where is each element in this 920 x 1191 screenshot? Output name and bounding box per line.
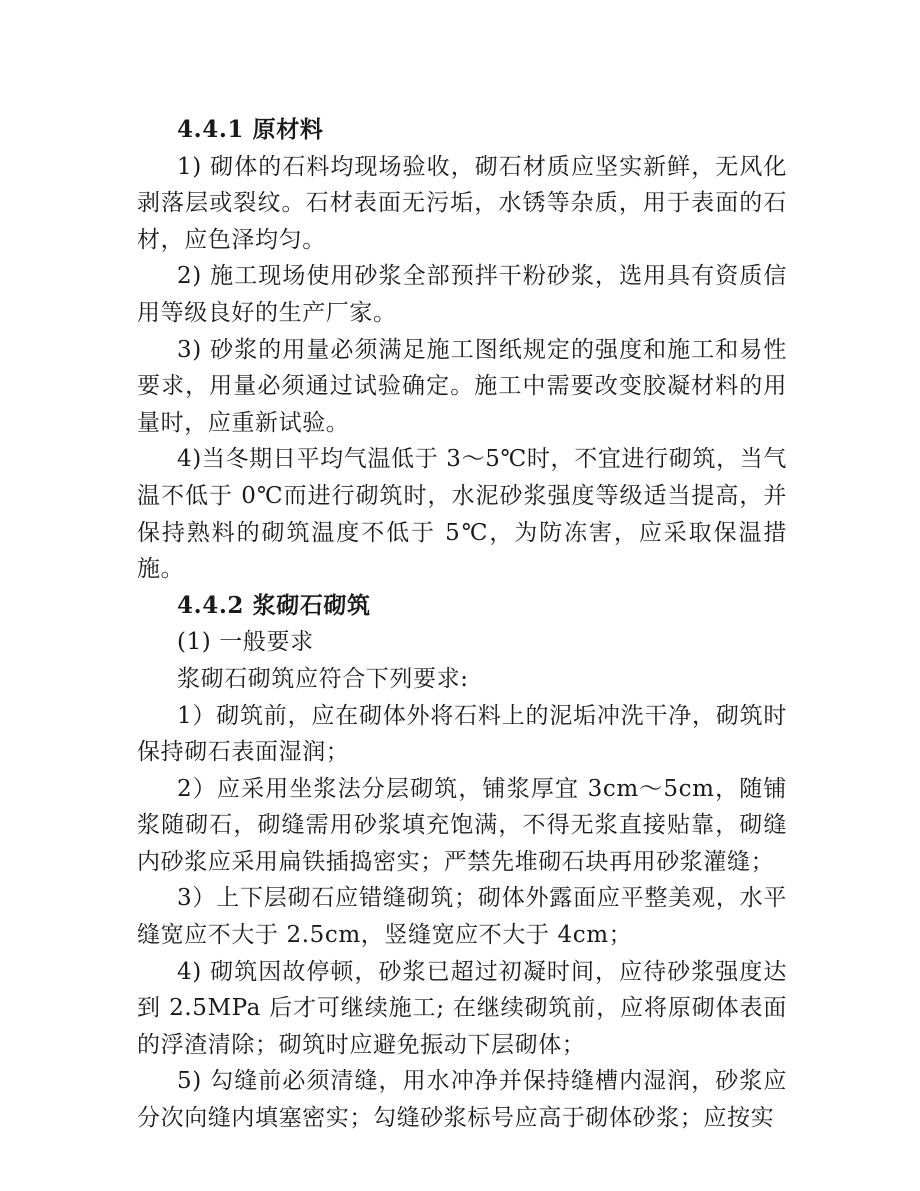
paragraph-requirement-4: 4) 砌筑因故停顿，砂浆已超过初凝时间，应待砂浆强度达到 2.5MPa 后才可继续施工; 在继续砌筑前，应将原砌体表面的浮渣清除；砌筑时应避免振动下层砌体； [137,958,787,1058]
section-heading-raw-materials: 4.4.1 原材料 [177,116,324,143]
paragraph-general-requirements: (1) 一般要求 [177,629,314,656]
paragraph-winter-construction: 4)当冬期日平均气温低于 3～5℃时，不宜进行砌筑，当气温不低于 0℃而进行砌筑时，水泥砂浆强度等级适当提高，并保持熟料的砌筑温度不低于 5℃，为防冻害，应采取保温措施。 [137,446,787,583]
paragraph-mortar-dosage: 3) 砂浆的用量必须满足施工图纸规定的强度和施工和易性要求，用量必须通过试验确定。施工中需要改变胶凝材料的用量时，应重新试验。 [137,336,787,436]
paragraph-requirement-3: 3）上下层砌石应错缝砌筑；砌体外露面应平整美观，水平缝宽应不大于 2.5cm，竖缝宽应不大于 4cm； [137,885,787,949]
paragraph-premixed-mortar: 2) 施工现场使用砂浆全部预拌干粉砂浆，选用具有资质信用等级良好的生产厂家。 [137,263,787,326]
paragraph-requirement-1: 1）砌筑前，应在砌体外将石料上的泥垢冲洗干净，砌筑时保持砌石表面湿润； [137,702,787,766]
section-heading-mortar-masonry: 4.4.2 浆砌石砌筑 [177,591,371,619]
paragraph-stone-inspection: 1) 砌体的石料均现场验收，砌石材质应坚实新鲜，无风化剥落层或裂纹。石材表面无污垢，水锈等杂质，用于表面的石材，应色泽均匀。 [137,153,787,253]
paragraph-requirements-intro: 浆砌石砌筑应符合下列要求: [177,665,469,692]
paragraph-requirement-5: 5) 勾缝前必须清缝，用水冲净并保持缝槽内湿润，砂浆应分次向缝内填塞密实；勾缝砂浆标号应高于砌体砂浆；应按实 [137,1068,787,1132]
paragraph-requirement-2: 2）应采用坐浆法分层砌筑，铺浆厚宜 3cm～5cm，随铺浆随砌石，砌缝需用砂浆填充饱满，不得无浆直接贴靠，砌缝内砂浆应采用扁铁插捣密实；严禁先堆砌石块再用砂浆灌缝； [137,775,787,875]
document-body [137,112,787,1137]
